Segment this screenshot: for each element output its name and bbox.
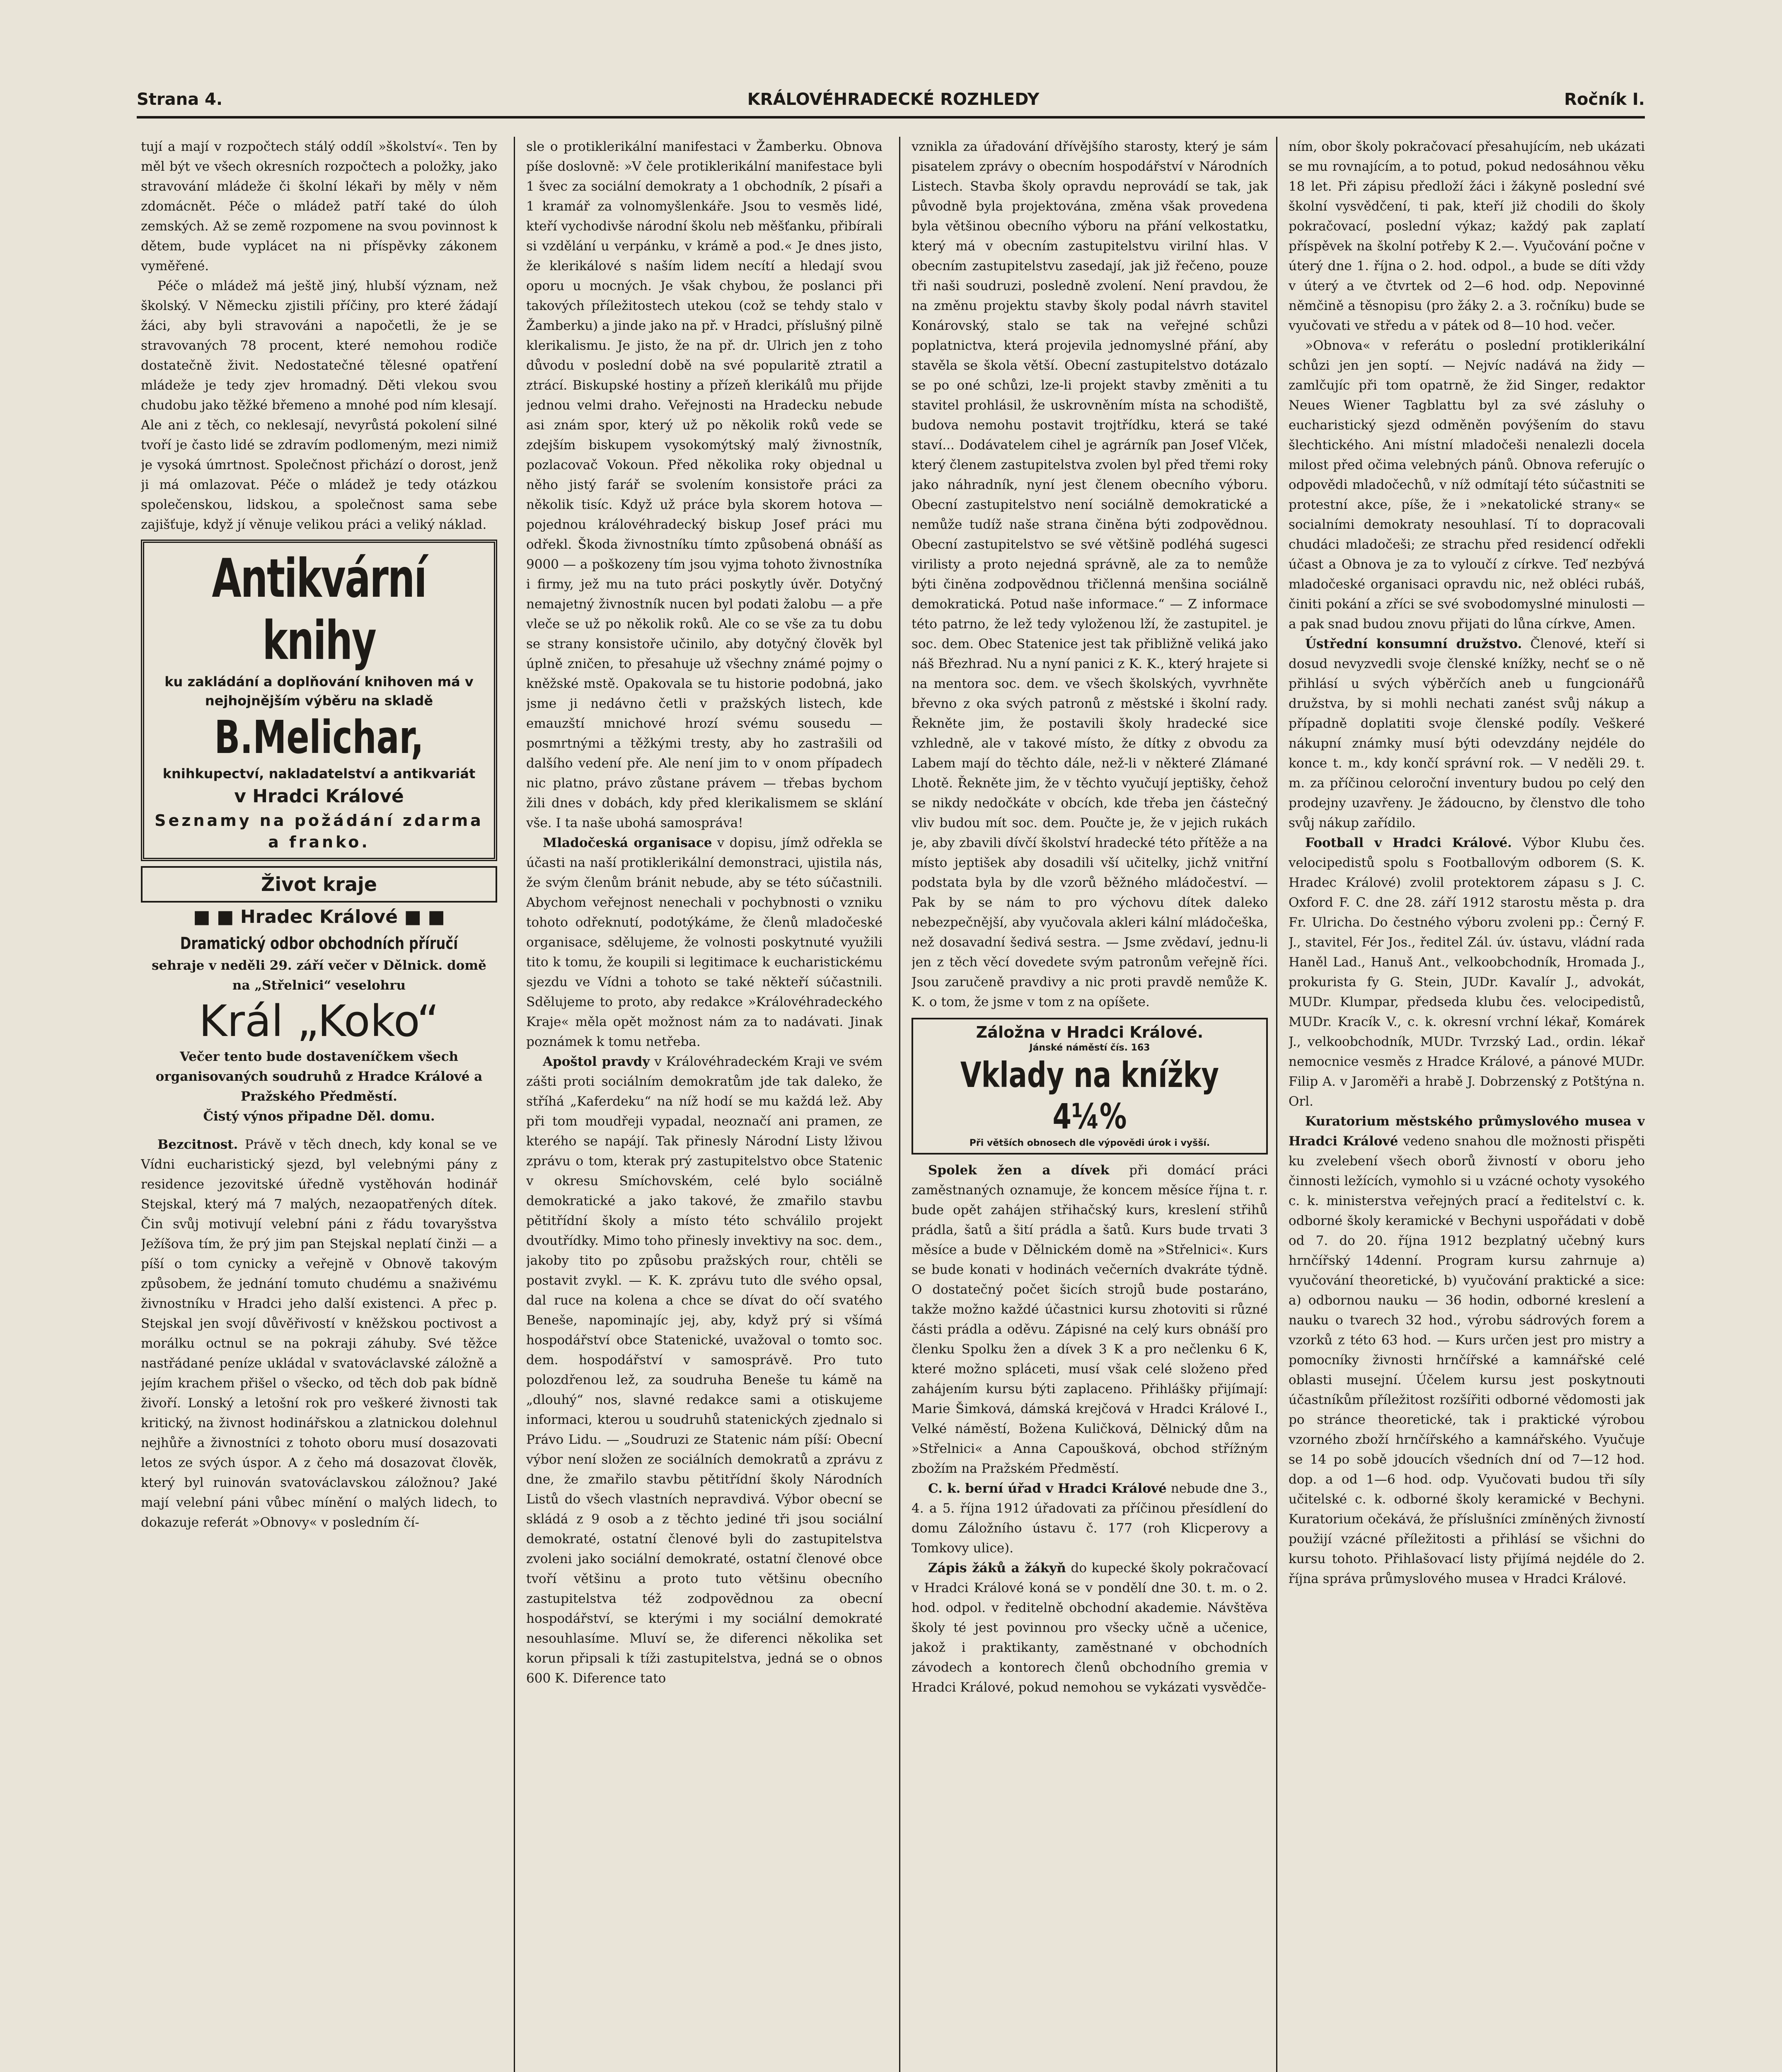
ad-city: v Hradci Králové [234, 786, 404, 807]
article-heading: Bezcitnost. [157, 1137, 238, 1152]
section-title: Život kraje [141, 866, 497, 903]
column-rule-2 [899, 137, 900, 2072]
page-header [137, 83, 1645, 119]
article-text: vznikla za úřadování dřívějšího starosty, který je sám pisatelem zprávy o obecním hospodářství v Národních Listech. Stavba školy opravdu neprovádí se tak, jak původně byla projektována, změna však provedena byla většinou obecního výboru na přání velkostatku, který má v obecním zastupitelstvu virilní hlas. V obecním zastupitelstvu zasedají, jak již řečeno, pouze tři naši soudruzi, posledně zvolení. Není pravdou, že na změnu projektu stavby školy podal návrh stavitel Konárovský, stalo se tak na veřejné schůzi poplatnictva, která projevila jednomyslné přání, aby stavěla se škola větší. Obecní zastupitelstvo dotázalo se po oné schůzi, lze-li projekt stavby změniti a tu stavitel prohlásil, že uskrovněním místa na schodiště, budova nemohu postavit trojtřídku, která se také staví... Dodávatelem cihel je agrárník pan Josef Vlček, který členem zastupitelstva zvolen byl před třemi roky jako náhradník, nyní jest členem obecního výboru. Obecní zastupitelstvo není sociálně demokratické a nemůže tudíž naše strana činěna býti zodpovědnou. Obecní zastupitelstvo se své většině podléhá sugesci virilisty a proto nejedná správně, ale za to nemůže býti činěna zodpovědnou třičlenná menšina sociálně demokratická. Potud naše informace.“ — Z informace této patrno, že lež tedy vyloženou lží, že zastupitel. je soc. dem. Obec Statenice jest tak přibližně veliká jako náš Březhrad. Nu a nyní panici z K. K., který hrajete si na mentora soc. dem. ve všech školských, vyvrhněte břevno z oka svých patronů z městské i školní rady. Řekněte jim, že postavili školy hradecké sice vzhledně, ale v takové místo, že dítky z obvodu za Labem mají do těchto dále, než-li v některé Zlámané Lhotě. Řekněte jim, že v těchto vyučují jeptišky, čehož se nikdy nedočkáte v obcích, kde třeba jen částečný vliv budou mít soc. dem. Poučte je, že v jejich rukách je, aby zbavili dívčí školství hradecké této přítěže a na místo jeptišek aby dosadili vší učitelky, jichž vnitřní podstata byla by dle vzorů běžného mládočeství. — Pak by se nám to pro výchovu dítek daleko nebezpečnější, aby vyučovala akleri kální mládočeška, než dosavadní šedivá sestra. — Jsme zvědaví, jednu-li jen z těch věcí dovedete svým patronům veřejně říci. Jsou zaručeně pravdivy a nic proti pravdě nemůže K. K. o tom, že jsme v tom z na opíšete. [912, 139, 1268, 1009]
article-body: Členové, kteří si dosud nevyzvedli svoje členské knížky, nechť se o ně přihlásí u svých výběrčích aneb u fungcionářů družstva, by si mohli nechati zanést svůj nákup a případně doplatiti svoje členské podíly. Veškeré nákupní známky musí býti odevzdány nejdéle do konce t. m., kdy končí správní rok. — V neděli 29. t. m. za příčinou celoroční inventury budou po celý den prodejny uzavřeny. Je žádoucno, by členstvo dle toho svůj nákup zařídilo. [1289, 637, 1645, 830]
article-heading: Kuratorium městského průmyslového musea v Hradci Králové [1289, 1114, 1645, 1149]
article-text: sle o protiklerikální manifestaci v Žamberku. Obnova píše doslovně: »V čele protiklerikální manifestace byli 1 švec za sociální demokraty a 1 obchodník, 2 písaři a 1 kramář za volnomyšlenkáře. Jsou to vesměs lidé, kteří vychodivše národní školu neb měšťanku, přibírali si vzdělání u verpánku, v krámě a pod.« Je dnes jisto, že klerikálové s naším lidem necítí a hledají svou oporu u mocných. Je však chybou, že poslanci při takových příležitostech utekou (což se tehdy stalo v Žamberku) a jinde jako na př. v Hradci, příslušný pilně klerikalismu. Je jisto, že na př. dr. Ulrich jen z toho důvodu v poslední době na své popularitě ztratil a ztrácí. Biskupské hostiny a přízeň klerikálů mu přijde jednou velmi draho. Veřejnosti na Hradecku nebude asi znám spor, který už po několik roků vede se zdejším biskupem vysokomýtský malý živnostník, pozlacovač Vokoun. Před několika roky objednal u něho jistý farář se svolením konsistoře práci za několik tisíc. Když už práce byla skorem hotova — pojednou královéhradecký biskup Josef práci mu odřekl. Škoda živnostníku tímto způsobená obnáší as 9000 — a poškozeny tím jsou vyjma tohoto živnostníka i firmy, jež mu na tuto práci poskytly úvěr. Dotyčný nemajetný živnostník nucen byl podati žalobu — a pře vleče se už po několik roků. Ale co se vše za tu dobu se strany konsistoře učinilo, aby dotyčný člověk byl úplně zničen, to přesahuje už všechny známé pojmy o kněžské mstě. Opakovala se tu historie podobná, jako jsme ji nedávno četli v pražských listech, kde emauzští mnichové hrozí svému sousedu — posmrtnými a těžkými tresty, aby ho zastrašili od dalšího vedení pře. Ale není jim to v onom případech nic platno, právo zůstane právem — třebas bychom žili dnes v dobách, kdy před klerikalismem se sklání vše. I ta naše ubohá samospráva! [526, 139, 883, 830]
advertisement-savings-bank [912, 1018, 1268, 1155]
column-1 [141, 137, 497, 2072]
article-text [141, 1135, 497, 1532]
article-body: nebude dne 3., 4. a 5. října 1912 úřadovati za příčinou přesídlení do domu Záložního ústavu č. 177 (roh Klicperovy a Tomkovy ulice). [912, 1481, 1268, 1556]
ad-company-name: B.Melichar, [214, 711, 424, 764]
ad-title: Záložna v Hradci Králové. [976, 1023, 1204, 1041]
ad-text: ku zakládání a doplňování knihoven má v nejhojnějším výběru na skladě [164, 674, 474, 709]
column-rule-1 [514, 137, 515, 2072]
article-heading: Zápis žáků a žákyň [928, 1561, 1066, 1576]
ad-headline: knihy [262, 610, 376, 672]
article-text [1289, 634, 1645, 833]
column-rule-3 [1276, 137, 1277, 2072]
article-body: Právě v těch dnech, kdy konal se ve Vídni eucharistický sjezd, byl velebnými pány z residence jezovitské úředně vystěhován hodinář Stejskal, který má 7 malých, nezaopatřených dítek. Čin svůj motivují velební páni z řádu tovaryšstva Ježíšova tím, že prý jim pan Stejskal neplatí činži — a píší o tom cynicky a veřejně v Obnově takovým způsobem, že jednání tomuto chudému a snaživému živnostníku v Hradci jeho další existenci. A přec p. Stejskal jen svojí důvěřivostí v kněžskou poctivost a morálku octnul se na pokraji záhuby. Své těžce nastřádané peníze ukládal v svatováclavské záložně a jejím krachem přišel o všecko, od těch dob pak bídně živoří. Lonský a letošní rok pro veškeré živnosti tak kritický, na živnost hodinářskou a zlatnickou dolehnul nejhůře a živnostníci z tohoto oboru musí dosazovati letos ze svých úspor. A z čeho má dosazovat člověk, který byl ruinován svatováclavskou záložnou? Jaké mají velební páni vůbec mínění o malých lidech, to dokazuje referát »Obnovy« v posledním čí- [141, 1137, 497, 1530]
article-heading: Football v Hradci Králové. [1305, 835, 1512, 850]
article-heading: C. k. berní úřad v Hradci Králové [928, 1481, 1167, 1496]
article-text: tují a mají v rozpočtech stálý oddíl »školství«. Ten by měl být ve všech okresních rozpočtech a položky, jako stravování mládeže či školní lékaři by měly v něm zdomácnět. Péče o mládež patří také do úloh zemských. Až se země rozpomene na svou povinnost k dětem, bude vyplácet na ni příspěvky zákonem vyměřené. [141, 139, 497, 274]
article-body: do kupecké školy pokračovací v Hradci Králové koná se v pondělí dne 30. t. m. o 2. hod. odpol. v ředitelně obchodní akademie. Návštěva školy té jest povinnou pro všecky učně a učenice, jakož i praktikanty, zaměstnané v obchodních závodech a kontorech členů obchodního gremia v Hradci Králové, pokud nemohou se vykázati vysvědče- [912, 1561, 1268, 1695]
article-text [912, 1479, 1268, 1558]
column-2 [526, 137, 883, 2072]
masthead-title: KRÁLOVÉHRADECKÉ ROZHLEDY [747, 90, 1040, 109]
article-heading: Spolek žen a dívek [928, 1163, 1110, 1178]
article-text: ním, obor školy pokračovací přesahujícím, neb ukázati se mu rovnajícím, a to potud, pokud nedosáhnou věku 18 let. Při zápisu předloží žáci i žákyně poslední své školní vysvědčení, ti pak, kteří již chodili do školy pokračovací, poslední výkaz; každý pak zaplatí příspěvek na školní potřeby K 2.—. Vyučování počne v úterý dne 1. října o 2. hod. odpol., a bude se díti vždy v úterý a ve čtvrtek od 2—6 hod. odp. Nepovinné němčině a těsnopisu (pro žáky 2. a 3. ročníku) bude se vyučovati ve středu a v pátek od 8—10 hod. večer. [1289, 139, 1645, 333]
column-3 [912, 137, 1268, 2072]
article-body: v Královéhradeckém Kraji ve svém zášti proti sociálním demokratům jde tak daleko, že stříhá „Kaferdeku“ na níž hodí se mu každá lež. Aby při tom moudřeji vypadal, neoznačí ani pramen, ze kterého se napájí. Tak přinesly Národní Listy lživou zprávu o tom, kterak prý zastupitelstvo obce Statenic v okresu Smíchovském, celé bylo sociálně demokratické a jako takové, že zmařilo stavbu pětitřídní školy a místo této schválilo projekt dvoutřídky. Mimo toho přinesly invektivy na soc. dem., jakoby tito po způsobu pražských rour, chtěli se postavit zvykl. — K. K. zprávu tuto dle svého opsal, dal ruce na kolena a chce se dívat do očí svatého Beneše, napominajíc jej, aby, když prý si všímá hospodářství obce Statenické, uvažoval o tomto soc. dem. hospodářství v samosprávě. Pro tuto polozdřenou lež, za soudruha Beneše tu kámě na „dlouhý“ nos, slavné redakce sami a otiskujeme informaci, kterou u soudruhů statenických zjednalo si Právo Lidu. — „Soudruzi ze Statenic nám píší: Obecní výbor není složen ze sociálních demokratů a zprávu z dne, že zmařilo stavbu pětitřídní školy Národních Listů do všech vlastních nepravdivá. Výbor obecní se skládá z 9 osob a z těchto jediné tři jsou sociální demokraté, ostatní členové byli do zastupitelstva zvoleni jako sociální demokraté, ostatní členové obce tvoří většinu a proto tuto většinu obecního zastupitelstva též zodpovědnou za obecní hospodářství, se kterými i my sociální demokraté nesouhlasíme. Mluví se, že diferenci několika set korun připsali k tíži zastupitelstva, jedná se o obnos 600 K. Diference tato [526, 1054, 883, 1686]
volume-number: Ročník I. [1564, 90, 1645, 109]
article-text [526, 833, 883, 1052]
announcement-text: Čistý výnos připadne Děl. domu. [203, 1109, 435, 1124]
ad-address: Jánské náměstí čís. 163 [1029, 1043, 1150, 1053]
article-heading: Mladočeská organisace [543, 835, 712, 850]
announcement-text: Večer tento bude dostaveníčkem všech organisovaných soudruhů z Hradce Králové a Pražského Předměstí. [155, 1049, 483, 1104]
article-text [1289, 1111, 1645, 1589]
announcement-text: sehraje v neděli 29. září večer v Dělnick. domě na „Střelnici“ veselohru [152, 958, 486, 993]
ad-text: knihkupectví, nakladatelství a antikvariát [162, 766, 476, 782]
article-heading: Apoštol pravdy [543, 1054, 650, 1069]
article-text [526, 1052, 883, 1688]
advertisement-antiquarian [141, 540, 497, 861]
article-body: vedeno snahou dle možnosti přispěti ku zvelebení všech oborů živností v oboru jeho činnosti ležících, vymohlo si u vzácné ochoty vysokého c. k. ministerstva veřejných prací a ředitelství c. k. odborné školy keramické v Bechyni uspořádati v době od 7. do 20. října 1912 bezplatný učebný kurs hrnčířský 14denní. Program kursu zahrnuje a) vyučování theoretické, b) vyučování praktické a sice: a) odbornou nauku — 36 hodin, odborné kreslení a nauku o tvarech 32 hod., výrobu sádrových forem a vzorků z této 63 hod. — Kurs určen jest pro mistry a pomocníky živnosti hrnčířské a kamnářské celé oblasti musejní. Účelem kursu jest poskytnouti účastníkům příležitost rozšířiti odborné vědomosti jak po stránce theoretické, tak i praktické výrobou vzorného zboží hrnčířského a kamnářského. Vyučuje se 14 po sobě jdoucích všedních dní od 7—12 hod. dop. a od 1—6 hod. odp. Vyučovati budou tři síly učitelské c. k. odborné školy keramické v Bechyni. Kuratorium očekává, že příslušníci zmíněných živností použijí vzácné příležitosti a přihlásí se všichni do kursu tohoto. Přihlašovací listy přijímá nejdéle do 2. října správa průmyslového musea v Hradci Králové. [1289, 1134, 1645, 1586]
article-heading: Ústřední konsumní družstvo. [1305, 637, 1522, 651]
article-text [912, 1160, 1268, 1479]
announcement-block [141, 866, 497, 1126]
page-number: Strana 4. [137, 90, 223, 109]
article-body: v dopisu, jímž odřekla se účasti na naší protiklerikální demonstraci, ujistila nás, že svým členům bránit nebude, aby se této súčastnili. Abychom veřejnost nenechali v pochybnosti o vzniku tohoto odřeknutí, podotýkáme, že členů mladočeské organisace, sdělujeme, že volnosti poskytnuté využili tito k tomu, že koupili si legitimace k eucharistickému sjezdu ve Vídni a tohoto se také někteří súčastnili. Sdělujeme to proto, aby redakce »Královéhradeckého Kraje« měla opět možnost nám za to nadávati. Jinak poznámek k tomu netřeba. [526, 835, 883, 1049]
ad-headline: Antikvární [212, 548, 426, 610]
announcement-city: ■ ■ Hradec Králové ■ ■ [193, 906, 445, 927]
announcement-org: Dramatický odbor obchodních příručí [180, 934, 458, 953]
article-text [1289, 833, 1645, 1111]
article-text [912, 1558, 1268, 1697]
ad-text: Seznamy na požádání zdarma a franko. [155, 811, 484, 851]
article-text: Péče o mládež má ještě jiný, hlubší význam, než školský. V Německu zjistili příčiny, pro které žádají žáci, aby byli stravováni a napočetli, že je se stravovaných 78 procent, které nemohou rodiče dostatečně živit. Nedostatečné tělesné opatření mládeže je tedy zjev hromadný. Děti vlekou svou chudobu jako těžké břemeno a mnohé pod ním klesají. Ale ani z těch, co neklesají, nevyrůstá pokolení silné tvoří je často lidé se zdravím podlomeným, mezi nimiž je vysoká úmrtnost. Společnost přichází o dorost, jenž ji má omlazovat. Péče o mládež je tedy otázkou společenskou, lidskou, a společnost sama sebe zajišťuje, když jí věnuje velikou práci a veliký náklad. [141, 278, 497, 532]
ad-text: Při větších obnosech dle výpovědi úrok i vyšší. [969, 1138, 1210, 1148]
article-body: při domácí práci zaměstnaných oznamuje, že koncem měsíce října t. r. bude opět zahájen střihačský kurs, kreslení střihů prádla, šatů a šití prádla a šatů. Kurs bude trvati 3 měsíce a bude v Dělnickém domě na »Střelnici«. Kurs se bude konati v hodinách večerních dvakráte týdně. O dostatečný počet šicích strojů bude postaráno, takže možno každé účastnici kursu zhotoviti si různé části prádla a oděvu. Zápisné na celý kurs obnáší pro členku Spolku žen a dívek 3 K a pro nečlenku 6 K, které možno spláceti, musí však celé složeno před zahájením kursu býti zaplaceno. Přihlášky přijímají: Marie Šimková, dámská krejčová v Hradci Králové I., Velké náměstí, Božena Kuličková, Dělnický dům na »Střelnici« a Anna Capoušková, obchod střížným zbožím na Pražském Předměstí. [912, 1163, 1268, 1476]
play-title: Král „Koko“ [199, 996, 439, 1046]
article-text: »Obnova« v referátu o poslední protiklerikální schůzi jen jen soptí. — Nejvíc nadává na židy — zamlčujíc při tom opatrně, že žid Singer, redaktor Neues Wiener Tagblattu byl za své zásluhy o eucharistický sjezd odměněn povýšením do stavu šlechtického. Ani místní mladočeši nenalezli docela milost před očima velebných pánů. Obnova referujíc o odpovědi mladočechů, v níž odmítají této súčastniti se protestní akce, píše, že i »nekatolické strany« se socialními demokraty nesouhlasí. Tí to dopracovali chudáci mladočeši; ze strachu před residencí odřekli účast a Obnova je za to vyloučí z církve. Teď nezbývá mladočeské organisaci opravdu nic, než obléci rubáš, činiti pokání a zříci se své svobodomyslné minulosti — a pak snad budou znovu přijati do lůna církve, Amen. [1289, 338, 1645, 632]
column-4 [1289, 137, 1645, 2072]
ad-headline: Vklady na knížky 4¼% [960, 1055, 1219, 1137]
article-body: Výbor Klubu čes. velocipedistů spolu s Footballovým odborem (S. K. Hradec Králové) zvolil protektorem zápasu s J. C. Oxford F. C. dne 28. září 1912 starostu města p. dra Fr. Ulricha. Do čestného výboru zvoleni pp.: Černý F. J., stavitel, Fér Jos., ředitel Zál. úv. ústavu, vládní rada Haněl Lad., Hanuš Ant., velkoobchodník, Hromada J., prokurista fy G. Stein, JUDr. Kavalír J., advokát, MUDr. Klumpar, předseda klubu čes. velocipedistů, MUDr. Kracík V., c. k. okresní vrchní lékař, Komárek J., velkoobchodník, MUDr. Tvrzský Lad., ordin. lékař nemocnice vesměs z Hradce Králové, a pánové MUDr. Filip A. v Jaroměři a hrabě J. Dobrzenský z Potštýna n. Orl. [1289, 835, 1645, 1109]
